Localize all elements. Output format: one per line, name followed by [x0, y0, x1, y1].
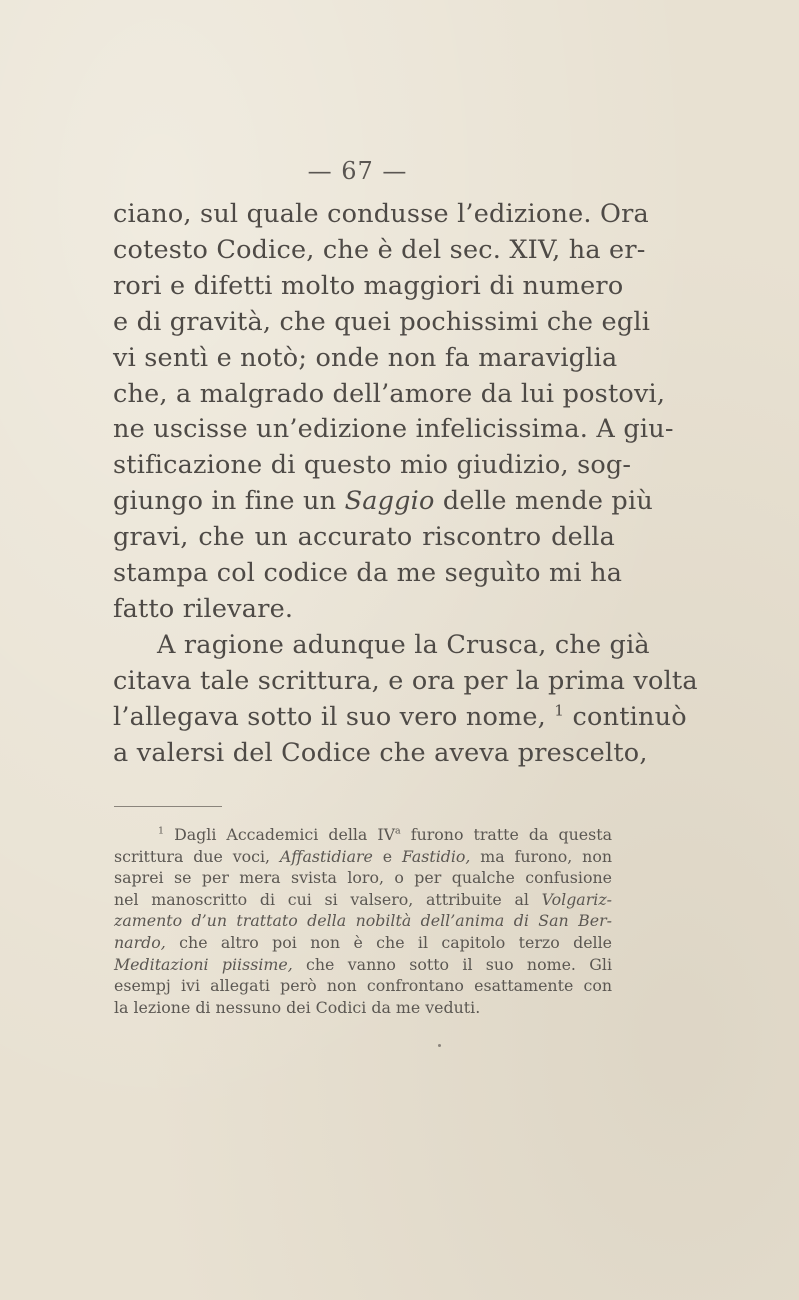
- text-fragment: ma furono, non: [470, 846, 612, 866]
- main-text: [113, 197, 698, 772]
- italic-title: Meditazioni piissime,: [114, 954, 293, 974]
- print-speck: [438, 1044, 441, 1047]
- footnote-line: esempj ivi allegati però non confrontano esattamente con: [114, 976, 612, 996]
- text-line: e di gravità, che quei pochissimi che egli: [113, 306, 651, 337]
- text-fragment: Dagli Accademici della IV: [174, 825, 396, 844]
- footnote-line: [114, 824, 612, 846]
- text-fragment: scrittura due voci,: [114, 846, 280, 866]
- text-line: a valersi del Codice che aveva prescelto,: [113, 737, 648, 768]
- text-fragment: e: [372, 846, 402, 866]
- text-line: A ragione adunque la Crusca, che già: [157, 629, 650, 660]
- text-line: vi sentì e notò; onde non fa maraviglia: [113, 342, 618, 373]
- footnote-reference: 1: [554, 701, 565, 720]
- text-fragment: che vanno sotto il suo nome. Gli: [292, 954, 612, 974]
- text-fragment: che altro poi non è che il capitolo terzo delle: [165, 932, 612, 952]
- text-fragment: continuò: [564, 701, 687, 732]
- footnote-line: [114, 846, 612, 868]
- text-line: citava tale scrittura, e ora per la prima volta: [113, 665, 698, 696]
- text-fragment: furono tratte da questa: [400, 825, 612, 844]
- text-fragment: giungo in fine un: [113, 486, 345, 517]
- footnote-line: zamento d’un trattato della nobiltà dell’anima di San Ber-: [114, 911, 612, 931]
- text-line: ciano, sul quale condusse l’edizione. Ora: [113, 199, 649, 229]
- italic-word: Affastidiare: [279, 846, 373, 866]
- footnote-line: [114, 954, 612, 976]
- footnote-line: [114, 889, 612, 911]
- text-line: ne uscisse un’edizione infelicissima. A giu-: [113, 414, 674, 445]
- text-line: stampa col codice da me seguìto mi ha: [113, 558, 623, 589]
- text-line: gravi, che un accurato riscontro della: [113, 522, 615, 553]
- footnote-divider: [114, 806, 222, 807]
- page-number: — 67 —: [307, 157, 408, 185]
- footnote-line: la lezione di nessuno dei Codici da me veduti.: [114, 997, 481, 1017]
- text-line: [113, 700, 687, 736]
- text-line: che, a malgrado dell’amore da lui postovi,: [113, 378, 666, 409]
- text-fragment: nel manoscritto di cui si valsero, attribuite al: [114, 889, 542, 909]
- italic-title: Volgariz-: [541, 889, 612, 909]
- text-fragment: l’allegava sotto il suo vero nome,: [113, 701, 555, 732]
- text-fragment: delle mende più: [434, 486, 653, 517]
- italic-title-saggio: Saggio: [344, 486, 435, 517]
- footnote-line: [114, 932, 612, 954]
- text-line: fatto rilevare.: [113, 593, 294, 624]
- italic-title: nardo,: [114, 932, 166, 952]
- footnote-marker: 1: [158, 825, 165, 837]
- superscript: a: [395, 825, 401, 837]
- footnote: [114, 824, 612, 1018]
- text-line: stificazione di questo mio giudizio, sog-: [113, 450, 632, 481]
- text-line: rori e difetti molto maggiori di numero: [113, 270, 624, 301]
- footnote-line: saprei se per mera svista loro, o per qualche confusione: [114, 868, 612, 888]
- text-line: cotesto Codice, che è del sec. XIV, ha er-: [113, 234, 646, 265]
- italic-word: Fastidio,: [401, 846, 471, 866]
- text-line: [113, 484, 653, 520]
